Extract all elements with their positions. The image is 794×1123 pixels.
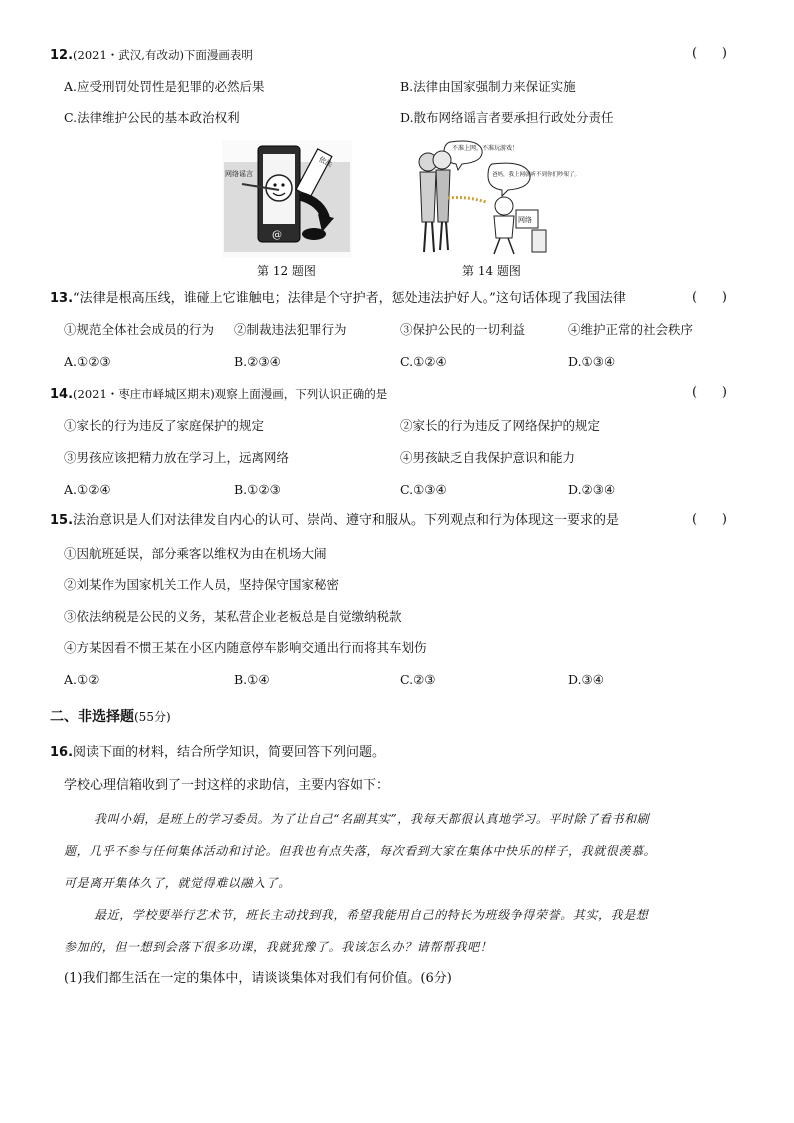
bubble-parents: 不准上网，不准玩游戏！ <box>452 145 519 152</box>
statement-4: ④男孩缺乏自我保护意识和能力 <box>400 450 576 465</box>
statement-2: ②制裁违法犯罪行为 <box>234 322 347 337</box>
letter-line: 可是离开集体久了，就觉得难以融入了。 <box>64 876 291 890</box>
bubble-boy: 爸妈，我上网就听不到你们吵架了。 <box>492 172 581 178</box>
question-number: 16. <box>50 745 74 760</box>
cartoon-14-image <box>404 138 581 260</box>
option-d: D.②③④ <box>568 482 616 497</box>
option-a: A.①②③ <box>64 354 111 369</box>
statement-3: ③依法纳税是公民的义务，某私营企业老板总是自觉缴纳税款 <box>64 609 402 624</box>
pen-label: 依法 <box>317 155 334 169</box>
answer-paren[interactable]: ( ) <box>692 46 727 61</box>
statement-1: ①家长的行为违反了家庭保护的规定 <box>64 418 265 433</box>
svg-text:爸妈，我上网就听不到你们吵架了。 <box>492 170 580 178</box>
question-number: 15. <box>50 513 74 528</box>
answer-paren[interactable]: ( ) <box>692 512 727 527</box>
letter-line: 最近，学校要举行艺术节，班长主动找到我，希望我能用自己的特长为班级争得荣誉。其实，我是想 <box>94 908 649 922</box>
letter-line: 题，几乎不参与任何集体活动和讨论。但我也有点失落，每次看到大家在集体中快乐的样子，我就很羡慕。 <box>64 844 657 858</box>
cartoon-12-image <box>222 140 352 258</box>
question-number: 12. <box>50 48 74 63</box>
option-c: C.①②④ <box>400 354 447 369</box>
question-15 <box>50 512 619 530</box>
statement-2: ②刘某作为国家机关工作人员，坚持保守国家秘密 <box>64 577 340 592</box>
statement-3: ③男孩应该把精力放在学习上，远离网络 <box>64 450 290 465</box>
option-c: C.法律维护公民的基本政治权利 <box>64 110 240 125</box>
question-12 <box>50 46 253 65</box>
letter-line: 参加的，但一想到会落下很多功课，我就犹豫了。我该怎么办？请帮帮我吧！ <box>64 940 493 954</box>
question-stem: 法治意识是人们对法律发自内心的认可、崇尚、遵守和服从。下列观点和行为体现这一要求的是 <box>73 513 620 528</box>
question-stem: (2021・武汉,有改动)下面漫画表明 <box>73 48 253 62</box>
rumor-label: 网络谣言 <box>225 170 253 178</box>
figure-caption-12: 第 12 题图 <box>257 264 316 278</box>
option-c: C.①③④ <box>400 482 447 497</box>
section-title: 二、非选择题 <box>50 709 134 725</box>
option-b: B.①②③ <box>234 482 281 497</box>
section-score: (55分) <box>134 710 171 724</box>
letter-intro: 学校心理信箱收到了一封这样的求助信，主要内容如下： <box>64 778 390 793</box>
statement-1: ①因航班延误，部分乘客以维权为由在机场大闹 <box>64 546 327 561</box>
option-d: D.③④ <box>568 672 604 687</box>
question-14 <box>50 385 387 404</box>
statement-4: ④方某因看不惯王某在小区内随意停车影响交通出行而将其车划伤 <box>64 640 427 655</box>
option-d: D.散布网络谣言者要承担行政处分责任 <box>400 110 614 125</box>
option-b: B.①④ <box>234 672 270 687</box>
letter-line: 我叫小娟，是班上的学习委员。为了让自己“名副其实”，我每天都很认真地学习。平时除了看书和刷 <box>94 812 650 826</box>
network-label: 网络 <box>518 216 532 224</box>
question-16 <box>50 744 385 762</box>
question-number: 13. <box>50 291 74 306</box>
answer-paren[interactable]: ( ) <box>692 290 727 305</box>
question-number: 14. <box>50 387 74 402</box>
question-13 <box>50 290 626 308</box>
answer-paren[interactable]: ( ) <box>692 385 727 400</box>
section-heading <box>50 708 171 726</box>
svg-text:不准上网，不准玩游戏！ <box>452 144 518 152</box>
option-c: C.②③ <box>400 672 436 687</box>
option-a: A.应受刑罚处罚性是犯罪的必然后果 <box>64 79 265 94</box>
question-stem: 阅读下面的材料，结合所学知识，简要回答下列问题。 <box>73 745 386 760</box>
option-b: B.②③④ <box>234 354 281 369</box>
statement-4: ④维护正常的社会秩序 <box>568 322 694 337</box>
statement-1: ①规范全体社会成员的行为 <box>64 322 215 337</box>
sub-question-1: (1)我们都生活在一定的集体中，请谈谈集体对我们有何价值。(6分) <box>64 971 452 986</box>
at-symbol: @ <box>272 230 282 241</box>
statement-3: ③保护公民的一切利益 <box>400 322 526 337</box>
option-d: D.①③④ <box>568 354 616 369</box>
figure-caption-14: 第 14 题图 <box>462 264 521 278</box>
option-b: B.法律由国家强制力来保证实施 <box>400 79 576 94</box>
question-stem: (2021・枣庄市峄城区期末)观察上面漫画，下列认识正确的是 <box>73 387 388 401</box>
question-stem: “法律是根高压线，谁碰上它谁触电；法律是个守护者，惩处违法护好人。”这句话体现了我国法律 <box>73 291 626 306</box>
option-a: A.①②④ <box>64 482 111 497</box>
option-a: A.①② <box>64 672 100 687</box>
statement-2: ②家长的行为违反了网络保护的规定 <box>400 418 601 433</box>
